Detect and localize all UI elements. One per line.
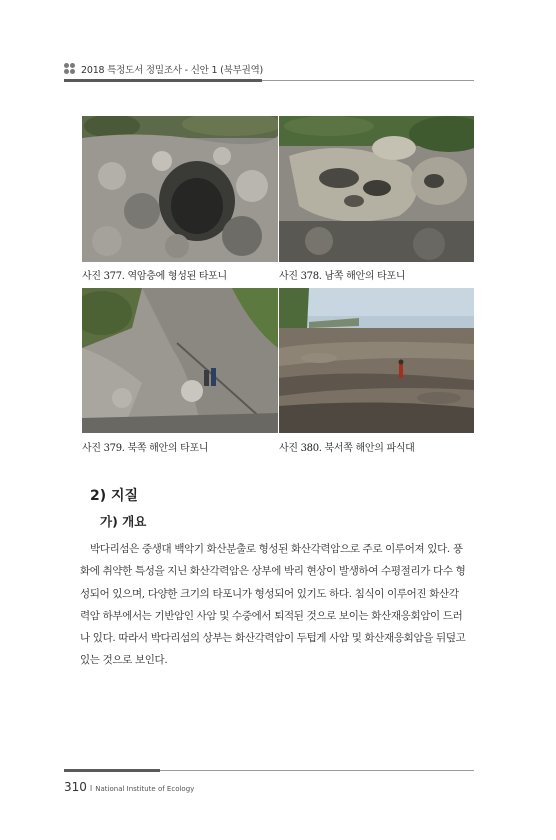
paragraph-line: 화에 취약한 특성을 지닌 화산각력암은 상부에 박리 현상이 발생하여 수평절리가 다수 형	[80, 565, 466, 578]
photo-380	[279, 288, 474, 433]
photo-379-caption: 사진 379. 북쪽 해안의 타포니	[82, 443, 209, 454]
footer-separator: I	[89, 784, 93, 793]
photo-379	[82, 288, 278, 433]
photo-377	[82, 116, 278, 262]
subsection-heading: 가) 개요	[100, 514, 147, 529]
dots-icon	[64, 63, 76, 75]
photo-377-image	[82, 116, 278, 262]
photo-378-image	[279, 116, 474, 262]
footer-rule-accent	[64, 769, 160, 772]
running-footer	[64, 776, 194, 795]
page-number: 310	[64, 780, 87, 794]
paragraph-line: 성되어 있으며, 다양한 크기의 타포니가 형성되어 있기도 하다. 침식이 이루어진 화산각	[80, 587, 459, 600]
photo-378	[279, 116, 474, 262]
photo-377-caption: 사진 377. 역암층에 형성된 타포니	[82, 271, 227, 282]
paragraph-line: 나 있다. 따라서 박다리섬의 상부는 화산각력암이 두텁게 사암 및 화산재응회암을 뒤덮고	[80, 632, 466, 645]
header-title: 2018 특정도서 정밀조사 - 신안 1 (북부권역)	[81, 65, 264, 76]
photo-379-image	[82, 288, 278, 433]
photo-380-caption: 사진 380. 북서쪽 해안의 파식대	[279, 443, 415, 454]
photo-380-image	[279, 288, 474, 433]
paragraph-line: 있는 것으로 보인다.	[80, 654, 168, 667]
paragraph-line: 박다리섬은 중생대 백악기 화산분출로 형성된 화산각력암으로 주로 이루어져 있다. 풍	[90, 543, 463, 555]
body-paragraph	[80, 538, 478, 672]
section-heading: 2) 지질	[90, 488, 139, 504]
paragraph-line: 력암 하부에서는 기반암인 사암 및 수중에서 퇴적된 것으로 보이는 화산재응회암이 드러	[80, 609, 463, 622]
footer-organization: National Institute of Ecology	[95, 785, 195, 793]
photo-378-caption: 사진 378. 남쪽 해안의 타포니	[279, 271, 406, 282]
header-rule-accent	[64, 79, 262, 82]
